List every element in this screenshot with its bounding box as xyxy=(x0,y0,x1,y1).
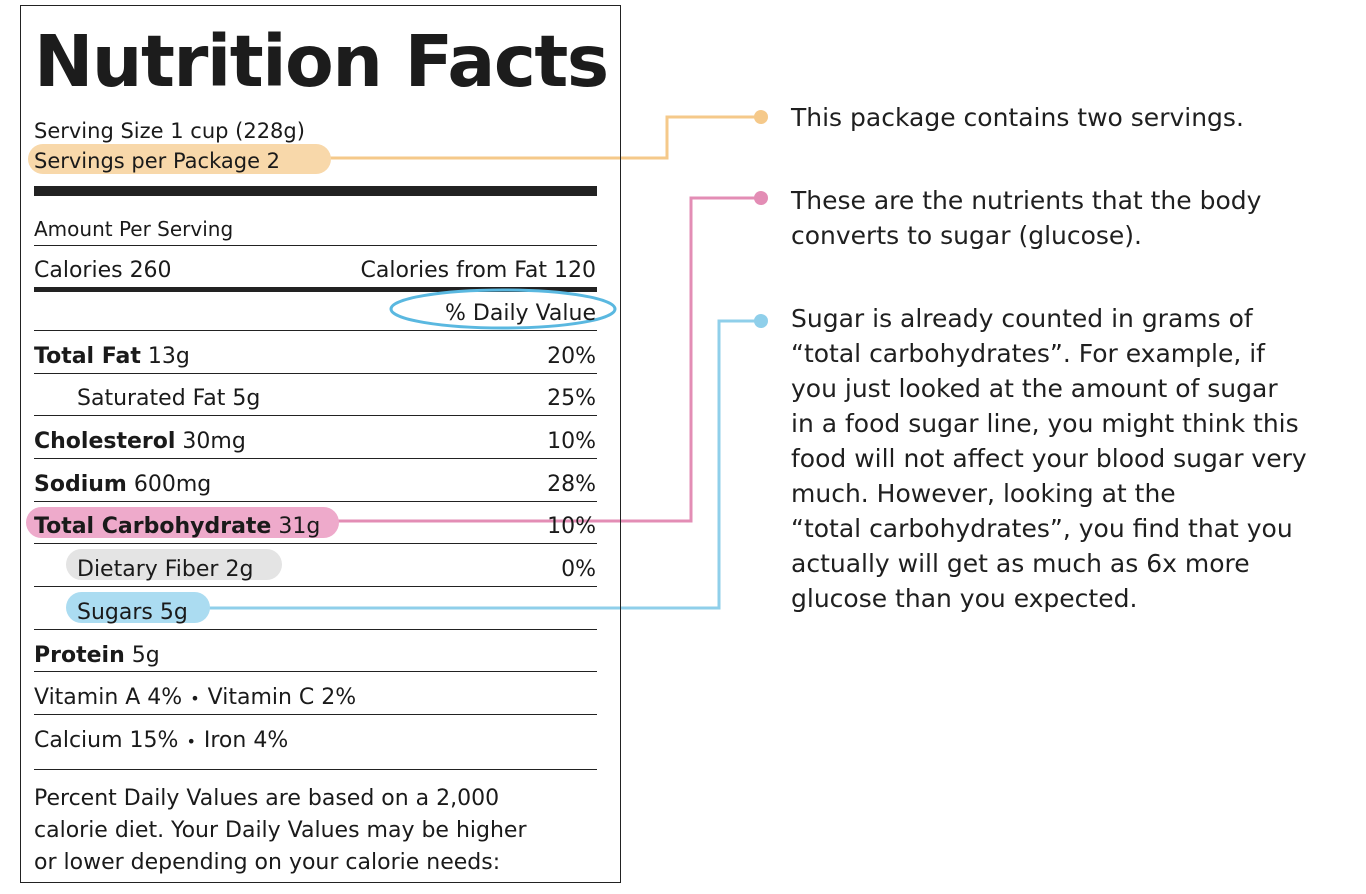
servings-per-package: Servings per Package 2 xyxy=(34,149,281,173)
dv-dietary-fiber: 0% xyxy=(561,557,596,582)
dv-total-carbohydrate: 10% xyxy=(547,514,596,539)
annotation-servings: This package contains two servings. xyxy=(791,103,1244,132)
nutrition-label xyxy=(20,5,621,883)
dv-total-fat: 20% xyxy=(547,344,596,369)
row-dietary-fiber: Dietary Fiber 2g xyxy=(77,557,254,582)
annotation-carbohydrates: These are the nutrients that the body converts to sugar (glucose). xyxy=(791,186,1262,250)
rule xyxy=(34,245,597,246)
label-title: Nutrition Facts xyxy=(34,20,608,103)
calories-from-fat: Calories from Fat 120 xyxy=(360,258,596,283)
dv-sodium: 28% xyxy=(547,472,596,497)
rule xyxy=(34,629,597,630)
rule xyxy=(34,714,597,715)
sugar-connector-dot xyxy=(754,314,768,328)
serving-size: Serving Size 1 cup (228g) xyxy=(34,119,305,143)
row-minerals: Calcium 15% • Iron 4% xyxy=(34,728,289,753)
row-vitamins: Vitamin A 4% • Vitamin C 2% xyxy=(34,685,357,710)
rule xyxy=(34,543,597,544)
row-protein: Protein 5g xyxy=(34,643,160,668)
rule xyxy=(34,330,597,331)
rule xyxy=(34,769,597,770)
rule xyxy=(34,373,597,374)
rule xyxy=(34,671,597,672)
daily-value-header: % Daily Value xyxy=(445,301,596,326)
rule xyxy=(34,586,597,587)
thick-rule xyxy=(34,186,597,196)
rule xyxy=(34,458,597,459)
calories: Calories 260 xyxy=(34,258,172,283)
amount-per-serving: Amount Per Serving xyxy=(34,217,234,241)
dv-saturated-fat: 25% xyxy=(547,386,596,411)
footnote-line: calorie diet. Your Daily Values may be higher xyxy=(34,818,527,843)
rule xyxy=(34,415,597,416)
annotation-sugar: Sugar is already counted in grams of “total carbohydrates”. For example, if you just looked at the amount of sugar in a food sugar line, you might think this food will not affect your blood sugar very much. However, looking at the “total carbohydrates”, you find that you actually will get as much as 6x more glucose than you expected. xyxy=(791,304,1307,613)
row-cholesterol: Cholesterol 30mg xyxy=(34,429,246,454)
row-total-fat: Total Fat 13g xyxy=(34,344,190,369)
rule xyxy=(34,501,597,502)
row-saturated-fat: Saturated Fat 5g xyxy=(77,386,261,411)
footnote-line: or lower depending on your calorie needs: xyxy=(34,850,501,875)
servings-connector-dot xyxy=(754,110,768,124)
row-total-carbohydrate: Total Carbohydrate 31g xyxy=(34,514,321,539)
footnote-line: Percent Daily Values are based on a 2,000 xyxy=(34,786,500,811)
carb-connector-dot xyxy=(754,191,768,205)
row-sodium: Sodium 600mg xyxy=(34,472,212,497)
dv-cholesterol: 10% xyxy=(547,429,596,454)
row-sugars: Sugars 5g xyxy=(77,600,188,625)
